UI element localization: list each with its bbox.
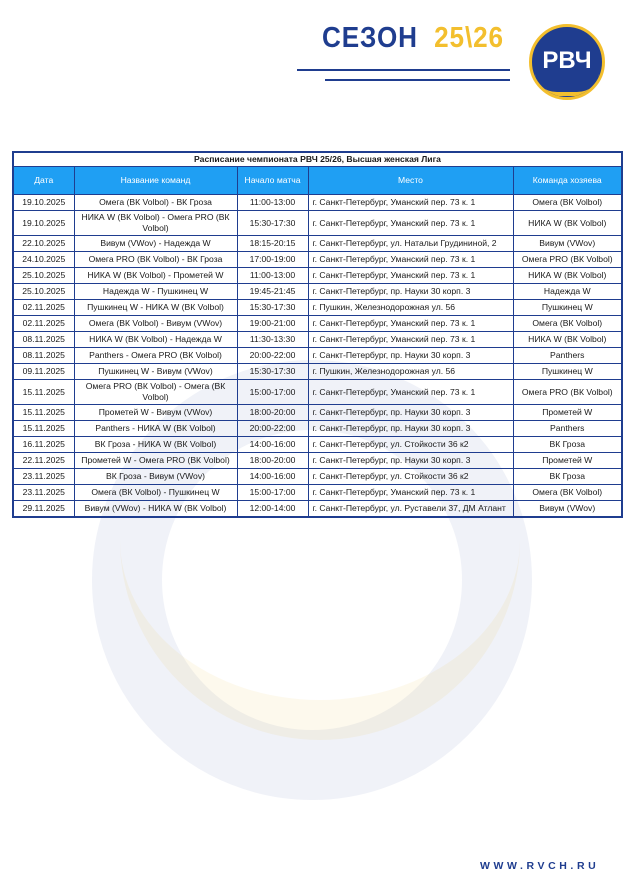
cell-time: 18:00-20:00 (237, 453, 308, 469)
cell-time: 19:00-21:00 (237, 316, 308, 332)
season-label: СЕЗОН (322, 22, 418, 54)
cell-match: Вивум (VWov) - Надежда W (74, 236, 237, 252)
table-row (13, 437, 622, 453)
footer-url[interactable]: WWW.RVCH.RU (480, 860, 600, 872)
cell-place: г. Санкт-Петербург, Уманский пер. 73 к. 1 (308, 252, 513, 268)
cell-time: 15:00-17:00 (237, 380, 308, 405)
cell-match: Омега (ВК Volbol) - Пушкинец W (74, 485, 237, 501)
cell-date: 15.11.2025 (13, 421, 74, 437)
cell-time: 11:00-13:00 (237, 268, 308, 284)
table-row (13, 211, 622, 236)
cell-place: г. Санкт-Петербург, ул. Стойкости 36 к2 (308, 469, 513, 485)
cell-date: 15.11.2025 (13, 380, 74, 405)
cell-match: Прометей W - Вивум (VWov) (74, 405, 237, 421)
cell-match: Прометей W - Омега PRO (ВК Volbol) (74, 453, 237, 469)
table-row (13, 485, 622, 501)
cell-date: 09.11.2025 (13, 364, 74, 380)
table-row (13, 300, 622, 316)
header-divider-top (297, 69, 510, 71)
cell-place: г. Санкт-Петербург, Уманский пер. 73 к. 1 (308, 332, 513, 348)
cell-date: 23.11.2025 (13, 469, 74, 485)
cell-date: 15.11.2025 (13, 405, 74, 421)
cell-match: ВК Гроза - Вивум (VWov) (74, 469, 237, 485)
cell-host: Panthers (513, 421, 622, 437)
table-row (13, 195, 622, 211)
cell-place: г. Пушкин, Железнодорожная ул. 56 (308, 364, 513, 380)
cell-host: ВК Гроза (513, 437, 622, 453)
cell-place: г. Санкт-Петербург, Уманский пер. 73 к. 1 (308, 268, 513, 284)
cell-host: Омега (ВК Volbol) (513, 485, 622, 501)
cell-match: НИКА W (ВК Volbol) - Омега PRO (ВК Volbol) (74, 211, 237, 236)
header-divider-bottom (325, 79, 510, 81)
cell-time: 18:00-20:00 (237, 405, 308, 421)
cell-time: 15:30-17:30 (237, 364, 308, 380)
cell-host: НИКА W (ВК Volbol) (513, 211, 622, 236)
cell-match: Пушкинец W - НИКА W (ВК Volbol) (74, 300, 237, 316)
cell-match: Омега PRO (ВК Volbol) - Омега (ВК Volbol) (74, 380, 237, 405)
cell-place: г. Санкт-Петербург, Уманский пер. 73 к. 1 (308, 485, 513, 501)
table-row (13, 421, 622, 437)
cell-date: 23.11.2025 (13, 485, 74, 501)
cell-date: 02.11.2025 (13, 300, 74, 316)
cell-match: Омега (ВК Volbol) - Вивум (VWov) (74, 316, 237, 332)
cell-host: Омега PRO (ВК Volbol) (513, 252, 622, 268)
table-header-row (13, 167, 622, 195)
cell-time: 19:45-21:45 (237, 284, 308, 300)
table-row (13, 380, 622, 405)
cell-place: г. Санкт-Петербург, ул. Стойкости 36 к2 (308, 437, 513, 453)
season-title (322, 22, 504, 55)
table-row (13, 364, 622, 380)
cell-date: 25.10.2025 (13, 284, 74, 300)
table-row (13, 316, 622, 332)
cell-place: г. Санкт-Петербург, Уманский пер. 73 к. 1 (308, 316, 513, 332)
cell-host: Прометей W (513, 405, 622, 421)
col-header-match: Название команд (74, 167, 237, 195)
cell-place: г. Санкт-Петербург, пр. Науки 30 корп. 3 (308, 453, 513, 469)
table-row (13, 252, 622, 268)
cell-match: Омега (ВК Volbol) - ВК Гроза (74, 195, 237, 211)
cell-place: г. Санкт-Петербург, пр. Науки 30 корп. 3 (308, 348, 513, 364)
cell-host: НИКА W (ВК Volbol) (513, 268, 622, 284)
cell-match: НИКА W (ВК Volbol) - Надежда W (74, 332, 237, 348)
cell-host: Надежда W (513, 284, 622, 300)
cell-host: Омега PRO (ВК Volbol) (513, 380, 622, 405)
cell-time: 20:00-22:00 (237, 348, 308, 364)
cell-host: Пушкинец W (513, 300, 622, 316)
cell-host: Пушкинец W (513, 364, 622, 380)
col-header-date: Дата (13, 167, 74, 195)
cell-time: 14:00-16:00 (237, 469, 308, 485)
cell-host: НИКА W (ВК Volbol) (513, 332, 622, 348)
cell-host: Вивум (VWov) (513, 501, 622, 518)
cell-date: 19.10.2025 (13, 211, 74, 236)
cell-host: ВК Гроза (513, 469, 622, 485)
cell-date: 02.11.2025 (13, 316, 74, 332)
cell-time: 17:00-19:00 (237, 252, 308, 268)
cell-place: г. Пушкин, Железнодорожная ул. 56 (308, 300, 513, 316)
cell-place: г. Санкт-Петербург, ул. Руставели 37, ДМ Атлант (308, 501, 513, 518)
cell-time: 12:00-14:00 (237, 501, 308, 518)
logo-text: РВЧ (542, 47, 592, 74)
table-row (13, 405, 622, 421)
col-header-time: Начало матча (237, 167, 308, 195)
cell-time: 11:30-13:30 (237, 332, 308, 348)
table-body (13, 195, 622, 518)
col-header-place: Место (308, 167, 513, 195)
table-row (13, 348, 622, 364)
cell-match: Panthers - Омега PRO (ВК Volbol) (74, 348, 237, 364)
cell-host: Panthers (513, 348, 622, 364)
cell-place: г. Санкт-Петербург, пр. Науки 30 корп. 3 (308, 405, 513, 421)
schedule-table (12, 151, 623, 518)
cell-date: 24.10.2025 (13, 252, 74, 268)
cell-time: 15:00-17:00 (237, 485, 308, 501)
table-row (13, 268, 622, 284)
season-year: 25\26 (434, 22, 504, 54)
table-row (13, 469, 622, 485)
col-header-host: Команда хозяева (513, 167, 622, 195)
table-row (13, 501, 622, 518)
table-row (13, 284, 622, 300)
cell-time: 11:00-13:00 (237, 195, 308, 211)
cell-place: г. Санкт-Петербург, Уманский пер. 73 к. 1 (308, 380, 513, 405)
cell-host: Омега (ВК Volbol) (513, 195, 622, 211)
cell-date: 19.10.2025 (13, 195, 74, 211)
cell-match: ВК Гроза - НИКА W (ВК Volbol) (74, 437, 237, 453)
logo-arc (535, 74, 599, 96)
cell-match: НИКА W (ВК Volbol) - Прометей W (74, 268, 237, 284)
table-row (13, 236, 622, 252)
cell-host: Вивум (VWov) (513, 236, 622, 252)
cell-date: 22.10.2025 (13, 236, 74, 252)
cell-match: Вивум (VWov) - НИКА W (ВК Volbol) (74, 501, 237, 518)
cell-host: Прометей W (513, 453, 622, 469)
cell-match: Пушкинец W - Вивум (VWov) (74, 364, 237, 380)
cell-date: 29.11.2025 (13, 501, 74, 518)
cell-match: Омега PRO (ВК Volbol) - ВК Гроза (74, 252, 237, 268)
table-title: Расписание чемпионата РВЧ 25/26, Высшая женская Лига (13, 152, 622, 167)
cell-place: г. Санкт-Петербург, ул. Натальи Грудининой, 2 (308, 236, 513, 252)
cell-time: 20:00-22:00 (237, 421, 308, 437)
cell-time: 18:15-20:15 (237, 236, 308, 252)
cell-date: 08.11.2025 (13, 332, 74, 348)
rvch-logo (529, 24, 605, 100)
cell-time: 14:00-16:00 (237, 437, 308, 453)
cell-date: 25.10.2025 (13, 268, 74, 284)
cell-time: 15:30-17:30 (237, 211, 308, 236)
cell-place: г. Санкт-Петербург, пр. Науки 30 корп. 3 (308, 421, 513, 437)
cell-date: 22.11.2025 (13, 453, 74, 469)
cell-match: Panthers - НИКА W (ВК Volbol) (74, 421, 237, 437)
table-row (13, 453, 622, 469)
cell-host: Омега (ВК Volbol) (513, 316, 622, 332)
cell-place: г. Санкт-Петербург, пр. Науки 30 корп. 3 (308, 284, 513, 300)
cell-place: г. Санкт-Петербург, Уманский пер. 73 к. 1 (308, 195, 513, 211)
table-row (13, 332, 622, 348)
cell-date: 08.11.2025 (13, 348, 74, 364)
cell-date: 16.11.2025 (13, 437, 74, 453)
cell-place: г. Санкт-Петербург, Уманский пер. 73 к. 1 (308, 211, 513, 236)
cell-time: 15:30-17:30 (237, 300, 308, 316)
cell-match: Надежда W - Пушкинец W (74, 284, 237, 300)
